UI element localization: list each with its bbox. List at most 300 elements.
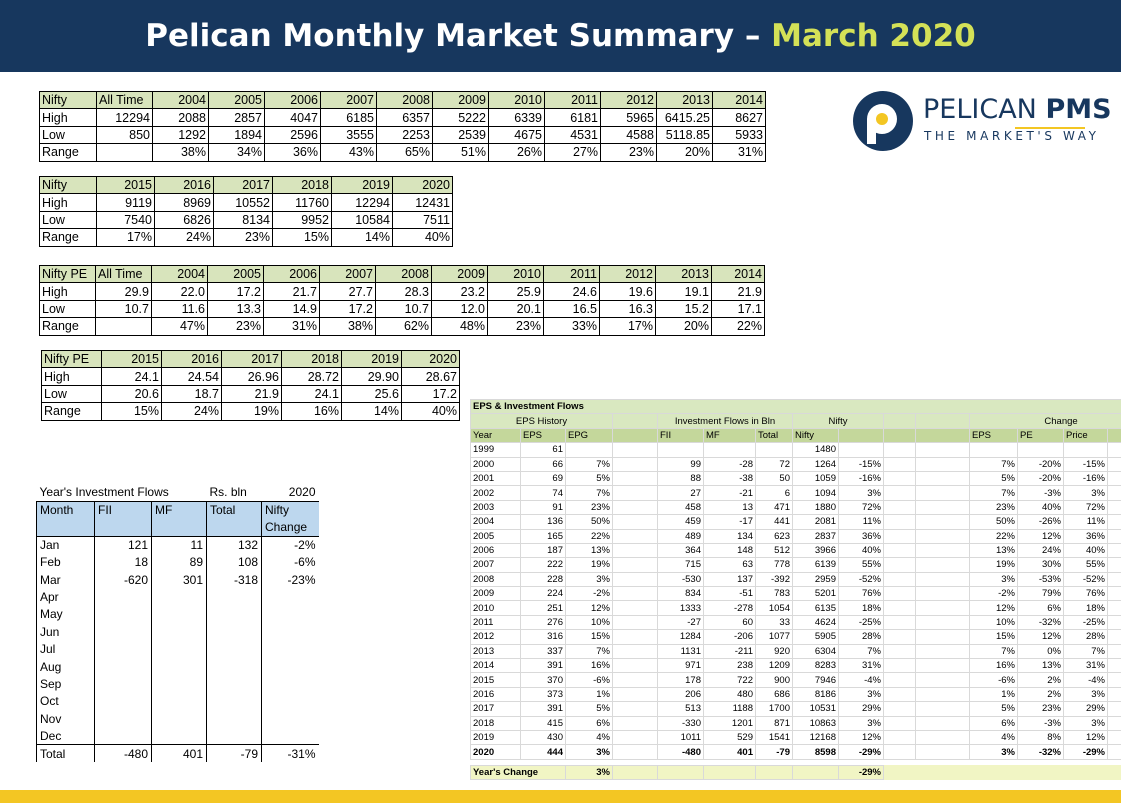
header-cell: 2010 (488, 266, 544, 283)
years-change-row (471, 765, 1121, 779)
flow-value (207, 606, 262, 623)
month-label: May (37, 606, 95, 623)
value-cell: 62% (376, 318, 432, 335)
eps-value: -278 (704, 601, 756, 615)
eps-value: 364 (658, 543, 704, 557)
logo-tagline: THE MARKET'S WAY (924, 129, 1100, 143)
value-cell: 4675 (489, 126, 545, 143)
flow-value (207, 658, 262, 675)
eps-value: -52% (839, 572, 884, 586)
eps-row (471, 730, 1121, 744)
flows-header-blank (95, 519, 152, 536)
eps-value (658, 443, 704, 457)
header-blank (613, 428, 658, 442)
value-cell: 34% (209, 144, 265, 161)
eps-value: 6% (566, 716, 613, 730)
month-label: Mar (37, 571, 95, 588)
eps-header-cell: Price (1064, 428, 1108, 442)
month-label: Apr (37, 588, 95, 605)
flow-value (95, 606, 152, 623)
flow-value: -620 (95, 571, 152, 588)
eps-row (471, 515, 1121, 529)
table-header-row (40, 177, 453, 194)
gap-cell (1108, 486, 1121, 500)
row-label: Low (40, 211, 97, 228)
eps-value: 2959 (793, 572, 839, 586)
eps-value: 22% (970, 529, 1018, 543)
eps-value: 3% (839, 486, 884, 500)
eps-value: 238 (704, 659, 756, 673)
gap-cell (613, 673, 658, 687)
eps-value: -52% (1064, 572, 1108, 586)
eps-value: 134 (704, 529, 756, 543)
value-cell: 6339 (489, 109, 545, 126)
eps-value: 1011 (658, 730, 704, 744)
flow-value: -318 (207, 571, 262, 588)
eps-value: 7% (839, 644, 884, 658)
header-cell: 2016 (162, 351, 222, 368)
group-nifty: Nifty (793, 414, 884, 428)
eps-value: 27 (658, 486, 704, 500)
value-cell: 16.5 (544, 300, 600, 317)
month-label: Sep (37, 675, 95, 692)
gap-cell (916, 630, 970, 644)
gap-cell (613, 443, 658, 457)
eps-value: 60 (704, 615, 756, 629)
row-label: Range (40, 144, 97, 161)
eps-value: -15% (1064, 457, 1108, 471)
value-cell: 19.1 (656, 283, 712, 300)
eps-value: 72% (1064, 500, 1108, 514)
eps-value: -480 (658, 745, 704, 759)
gap-cell (1108, 558, 1121, 572)
eps-value: 50% (970, 515, 1018, 529)
eps-value: 3% (1064, 716, 1108, 730)
eps-header-cell: MF (704, 428, 756, 442)
value-cell: 24% (162, 403, 222, 420)
gap-cell (884, 659, 916, 673)
gap-cell (1108, 443, 1121, 457)
value-cell: 25.9 (488, 283, 544, 300)
value-cell: 10.7 (376, 300, 432, 317)
eps-value: 61 (521, 443, 566, 457)
header-cell: 2012 (600, 266, 656, 283)
value-cell: 12294 (332, 194, 393, 211)
flow-value (262, 710, 319, 727)
header-cell: Nifty PE (40, 266, 96, 283)
eps-row (471, 543, 1121, 557)
value-cell: 4531 (545, 126, 601, 143)
eps-header-cell: PE (1018, 428, 1064, 442)
eps-value: 459 (658, 515, 704, 529)
eps-value: 7% (970, 644, 1018, 658)
eps-value: 222 (521, 558, 566, 572)
eps-value: 12168 (793, 730, 839, 744)
group-eps-history: EPS History (471, 414, 613, 428)
table-row (40, 109, 766, 126)
table-row (40, 194, 453, 211)
gap-cell (884, 587, 916, 601)
eps-value: 5201 (793, 587, 839, 601)
flow-value: 401 (152, 745, 207, 762)
eps-value: 19% (566, 558, 613, 572)
eps-value: 512 (756, 543, 793, 557)
year-cell: 2014 (471, 659, 521, 673)
gap-cell (1108, 500, 1121, 514)
eps-value: 7% (566, 486, 613, 500)
eps-value: 23% (1018, 702, 1064, 716)
eps-value: 391 (521, 659, 566, 673)
gap-cell (1108, 644, 1121, 658)
table-header-row (40, 92, 766, 109)
eps-row (471, 601, 1121, 615)
gap-cell (916, 644, 970, 658)
value-cell: 23.2 (432, 283, 488, 300)
table-row (40, 144, 766, 161)
eps-value: 3% (1064, 687, 1108, 701)
eps-value: 3% (1064, 486, 1108, 500)
header-blank (884, 428, 916, 442)
eps-value: 16% (970, 659, 1018, 673)
header-cell: 2010 (489, 92, 545, 109)
eps-value: 72 (756, 457, 793, 471)
eps-value: 24% (1018, 543, 1064, 557)
header-cell: 2015 (102, 351, 162, 368)
eps-value: 33 (756, 615, 793, 629)
value-cell: 6357 (377, 109, 433, 126)
value-cell: 19.6 (600, 283, 656, 300)
flow-value (152, 675, 207, 692)
flows-row (37, 554, 319, 571)
eps-value: 1188 (704, 702, 756, 716)
eps-value: 3% (839, 716, 884, 730)
gap-cell (613, 486, 658, 500)
gap-cell (884, 515, 916, 529)
gap-cell (884, 443, 916, 457)
blank (793, 765, 839, 779)
year-cell: 2000 (471, 457, 521, 471)
eps-title: EPS & Investment Flows (471, 400, 1121, 414)
gap-cell (1108, 529, 1121, 543)
eps-value: 5% (970, 702, 1018, 716)
eps-value: 1541 (756, 730, 793, 744)
value-cell: 5965 (601, 109, 657, 126)
eps-value: 3966 (793, 543, 839, 557)
header-blank (1108, 428, 1121, 442)
eps-value: 13 (704, 500, 756, 514)
flows-row (37, 623, 319, 640)
eps-value: 66 (521, 457, 566, 471)
flows-title-row (37, 484, 319, 501)
header-cell: 2017 (214, 177, 273, 194)
flow-value (152, 693, 207, 710)
value-cell: 28.72 (282, 368, 342, 385)
flow-value (95, 623, 152, 640)
eps-header-cell: EPS (521, 428, 566, 442)
eps-value: 251 (521, 601, 566, 615)
table-row (40, 229, 453, 246)
gap-cell (613, 457, 658, 471)
eps-value: 529 (704, 730, 756, 744)
eps-value: 778 (756, 558, 793, 572)
eps-value: 2081 (793, 515, 839, 529)
year-cell: 2009 (471, 587, 521, 601)
header-cell: 2007 (321, 92, 377, 109)
flows-unit: Rs. bln (207, 484, 262, 501)
value-cell: 11.6 (152, 300, 208, 317)
value-cell: 12294 (97, 109, 153, 126)
eps-value: -32% (1018, 745, 1064, 759)
eps-value: 23% (970, 500, 1018, 514)
value-cell: 29.9 (96, 283, 152, 300)
eps-row (471, 529, 1121, 543)
value-cell: 24.6 (544, 283, 600, 300)
row-label: High (42, 368, 102, 385)
value-cell: 23% (488, 318, 544, 335)
flows-header-row (37, 501, 319, 518)
value-cell: 48% (432, 318, 488, 335)
header-cell: 2015 (97, 177, 155, 194)
eps-value (756, 443, 793, 457)
eps-value: 1054 (756, 601, 793, 615)
eps-header-cell: Nifty (793, 428, 839, 442)
value-cell: 24.1 (102, 368, 162, 385)
gap-cell (916, 615, 970, 629)
eps-value: 1201 (704, 716, 756, 730)
eps-row (471, 702, 1121, 716)
value-cell: 8969 (155, 194, 214, 211)
year-cell: 2015 (471, 673, 521, 687)
gap-cell (884, 558, 916, 572)
table-header-row (40, 266, 765, 283)
eps-value: 1% (566, 687, 613, 701)
header-cell: All Time (96, 266, 152, 283)
gap-cell (1108, 702, 1121, 716)
flow-value: -23% (262, 571, 319, 588)
eps-value: 6 (756, 486, 793, 500)
year-cell: 2007 (471, 558, 521, 572)
gap-cell (613, 630, 658, 644)
value-cell: 12431 (393, 194, 453, 211)
value-cell: 16% (282, 403, 342, 420)
value-cell: 51% (433, 144, 489, 161)
eps-value: 8186 (793, 687, 839, 701)
eps-investment-flows-table (470, 399, 1121, 780)
eps-value: 1333 (658, 601, 704, 615)
gap-cell (613, 558, 658, 572)
value-cell: 43% (321, 144, 377, 161)
header-cell: 2008 (377, 92, 433, 109)
investment-flows-table (36, 484, 319, 762)
value-cell: 29.90 (342, 368, 402, 385)
eps-value: 11% (839, 515, 884, 529)
flow-value (262, 658, 319, 675)
eps-value: 29% (839, 702, 884, 716)
value-cell: 24.54 (162, 368, 222, 385)
years-change-nifty: -29% (839, 765, 884, 779)
eps-row (471, 572, 1121, 586)
flow-value (152, 658, 207, 675)
eps-value: 7% (566, 457, 613, 471)
gap-cell (613, 730, 658, 744)
eps-value: 971 (658, 659, 704, 673)
eps-value: -4% (839, 673, 884, 687)
eps-value: -392 (756, 572, 793, 586)
value-cell (97, 144, 153, 161)
value-cell: 17.2 (402, 385, 460, 402)
flows-header-blank (207, 519, 262, 536)
eps-value: 276 (521, 615, 566, 629)
flow-value: 301 (152, 571, 207, 588)
gap-cell (613, 471, 658, 485)
eps-value: 3% (970, 572, 1018, 586)
value-cell: 7511 (393, 211, 453, 228)
gap-cell (1108, 543, 1121, 557)
eps-value: 8598 (793, 745, 839, 759)
years-change-label: Year's Change (471, 765, 566, 779)
header-cell: 2008 (376, 266, 432, 283)
value-cell: 22.0 (152, 283, 208, 300)
month-label: Dec (37, 727, 95, 744)
blank (1018, 765, 1064, 779)
value-cell: 4047 (265, 109, 321, 126)
gap-cell (884, 601, 916, 615)
eps-value: -38 (704, 471, 756, 485)
value-cell: 28.3 (376, 283, 432, 300)
eps-value: 715 (658, 558, 704, 572)
eps-value: 6139 (793, 558, 839, 572)
flow-value (207, 641, 262, 658)
eps-value: 206 (658, 687, 704, 701)
eps-value: 1264 (793, 457, 839, 471)
value-cell: 2253 (377, 126, 433, 143)
header-cell: 2020 (393, 177, 453, 194)
header-cell: 2011 (545, 92, 601, 109)
flow-value: 108 (207, 554, 262, 571)
eps-value: 5905 (793, 630, 839, 644)
eps-value: 337 (521, 644, 566, 658)
flows-year: 2020 (262, 484, 319, 501)
header-cell: 2005 (209, 92, 265, 109)
year-cell: 1999 (471, 443, 521, 457)
value-cell: 18.7 (162, 385, 222, 402)
nifty-pe-table-2004-2014 (39, 265, 765, 336)
blank (1064, 765, 1108, 779)
blank (1108, 765, 1121, 779)
eps-value: -2% (566, 587, 613, 601)
eps-value: 50 (756, 471, 793, 485)
eps-row (471, 457, 1121, 471)
flow-value (95, 588, 152, 605)
header-cell: 2013 (656, 266, 712, 283)
eps-value: 7% (1064, 644, 1108, 658)
eps-value: 480 (704, 687, 756, 701)
header-cell: Nifty (40, 177, 97, 194)
gap-cell (1108, 659, 1121, 673)
eps-value: -206 (704, 630, 756, 644)
eps-value: 224 (521, 587, 566, 601)
gap-cell (613, 572, 658, 586)
pelican-logo (853, 87, 1112, 151)
flows-header-cell: FII (95, 501, 152, 518)
eps-value: -28 (704, 457, 756, 471)
header-cell: 2009 (433, 92, 489, 109)
header-cell: 2018 (282, 351, 342, 368)
eps-value: 36% (1064, 529, 1108, 543)
header-cell: 2007 (320, 266, 376, 283)
gap-cell (613, 515, 658, 529)
eps-value: 4% (566, 730, 613, 744)
eps-value: -53% (1018, 572, 1064, 586)
eps-value (970, 443, 1018, 457)
flows-row (37, 588, 319, 605)
year-cell: 2016 (471, 687, 521, 701)
gap-cell (1108, 730, 1121, 744)
month-label: Nov (37, 710, 95, 727)
flow-value (152, 641, 207, 658)
year-cell: 2010 (471, 601, 521, 615)
blank (916, 765, 970, 779)
flows-row (37, 536, 319, 553)
eps-value: 1480 (793, 443, 839, 457)
eps-value: 18% (1064, 601, 1108, 615)
eps-value: 55% (1064, 558, 1108, 572)
row-label: High (40, 283, 96, 300)
eps-value: 444 (521, 745, 566, 759)
eps-value: 63 (704, 558, 756, 572)
flow-value: 18 (95, 554, 152, 571)
value-cell: 31% (713, 144, 766, 161)
flows-header-blank (152, 519, 207, 536)
value-cell: 24% (155, 229, 214, 246)
eps-value: 99 (658, 457, 704, 471)
gap-cell (916, 486, 970, 500)
gap-cell (1108, 745, 1121, 759)
eps-row (471, 644, 1121, 658)
value-cell: 20% (656, 318, 712, 335)
eps-value: 40% (1064, 543, 1108, 557)
eps-value: 373 (521, 687, 566, 701)
flows-header-cell: MF (152, 501, 207, 518)
eps-row (471, 630, 1121, 644)
table-row (42, 385, 460, 402)
value-cell: 23% (601, 144, 657, 161)
eps-value: 12% (566, 601, 613, 615)
eps-value: 50% (566, 515, 613, 529)
page-title-month: March 2020 (771, 18, 976, 54)
value-cell: 25.6 (342, 385, 402, 402)
year-cell: 2003 (471, 500, 521, 514)
eps-value: 1% (970, 687, 1018, 701)
eps-value: 12% (970, 601, 1018, 615)
eps-value: 55% (839, 558, 884, 572)
year-cell: 2001 (471, 471, 521, 485)
flows-row (37, 710, 319, 727)
eps-value: 7% (970, 457, 1018, 471)
header-cell: 2014 (712, 266, 765, 283)
footer-bar (0, 790, 1121, 803)
eps-value: 2% (1018, 687, 1064, 701)
header-cell: 2006 (264, 266, 320, 283)
table-header-row (42, 351, 460, 368)
gap-cell (884, 615, 916, 629)
gap-cell (1108, 630, 1121, 644)
eps-row (471, 486, 1121, 500)
value-cell: 8134 (214, 211, 273, 228)
eps-value: -26% (1018, 515, 1064, 529)
gap-cell (916, 471, 970, 485)
eps-value: 12% (1018, 630, 1064, 644)
